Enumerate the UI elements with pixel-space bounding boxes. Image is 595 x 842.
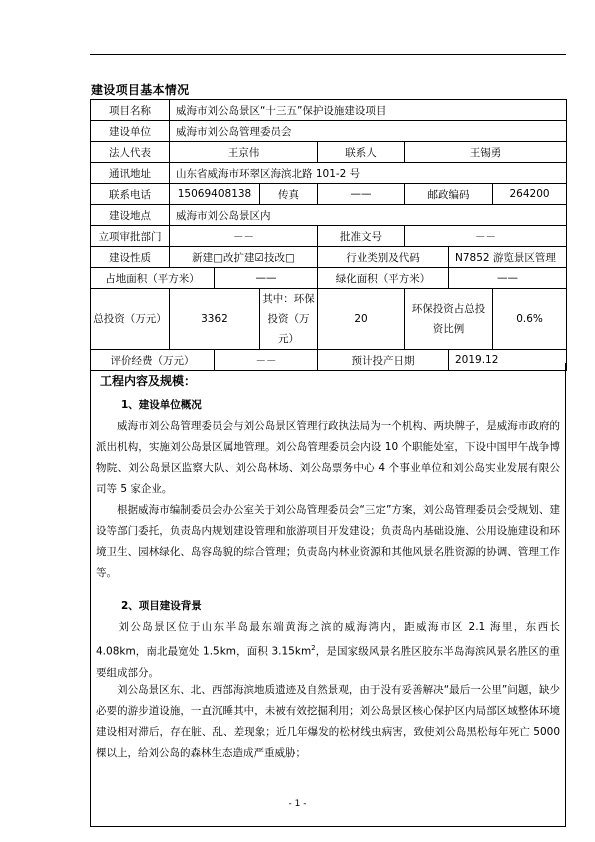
project-name-value: 威海市刘公岛景区“十三五”保护设施建设项目 — [170, 100, 567, 121]
project-info-table — [90, 99, 567, 371]
approval-dept-value: －－ — [170, 226, 318, 247]
nature-value: 新建□改扩建☑技改□ — [170, 247, 318, 268]
contact-value: 王锡勇 — [405, 142, 567, 163]
paragraph-3 — [96, 617, 560, 684]
section-title: 建设项目基本情况 — [91, 83, 190, 97]
env-invest-label: 其中：环保投资（万元） — [260, 289, 318, 350]
address-value: 山东省威海市环翠区海滨北路 101-2 号 — [170, 163, 567, 184]
area-value: —— — [215, 268, 318, 289]
paragraph-1 — [96, 416, 560, 500]
unit-value: 威海市刘公岛管理委员会 — [170, 121, 567, 142]
paragraph-1-text: 威海市刘公岛管理委员会与刘公岛景区管理行政执法局为一个机构、两块牌子，是威海市政府的派出机构，实施刘公岛景区属地管理。刘公岛管理委员会内设 10 个职能处室，下设中国甲午战争博物院、刘公岛景区监察大队、刘公岛林场、刘公岛票务中心 4 个事业单位和刘公岛实业发展有限公司等 5 家企业。 — [96, 420, 560, 495]
postcode-value: 264200 — [493, 184, 567, 205]
ratio-label: 环保投资占总投资比例 — [405, 289, 493, 350]
phone-label: 联系电话 — [91, 184, 170, 205]
approval-dept-label: 立项审批部门 — [91, 226, 170, 247]
date-label: 预计投产日期 — [318, 350, 449, 371]
legal-rep-label: 法人代表 — [91, 142, 170, 163]
invest-label: 总投资（万元） — [91, 289, 170, 350]
phone-value: 15069408138 — [170, 184, 260, 205]
paragraph-2 — [96, 500, 560, 584]
site-label: 建设地点 — [91, 205, 170, 226]
legal-rep-value: 王京伟 — [170, 142, 318, 163]
paragraph-2-text: 根据威海市编制委员会办公室关于刘公岛管理委员会“三定”方案，刘公岛管理委员会受规划、建设等部门委托，负责岛内规划建设管理和旅游项目开发建设；负责岛内基础设施、公用设施建设和环境卫生、园林绿化、岛容岛貌的综合管理；负责岛内林业资源和其他风景名胜资源的协调、管理工作等。 — [96, 504, 560, 579]
header-rule — [90, 54, 566, 55]
address-label: 通讯地址 — [91, 163, 170, 184]
industry-label: 行业类别及代码 — [318, 247, 449, 268]
paragraph-4-text: 刘公岛景区东、北、西部海滨地质遗迹及自然景观，由于没有妥善解决“最后一公里”问题，缺少必要的游步道设施，一直沉睡其中，未被有效挖掘利用；刘公岛景区核心保护区内局部区域整体环境建设相对滞后，存在脏、乱、差现象；近几年爆发的松材线虫病害，致使刘公岛黑松每年死亡 5000 棵以上，给刘公岛的森林生态造成严重威胁； — [96, 684, 560, 759]
approval-no-label: 批准文号 — [318, 226, 405, 247]
fee-value: －－ — [215, 350, 318, 371]
project-name-label: 项目名称 — [91, 100, 170, 121]
ratio-value: 0.6% — [493, 289, 567, 350]
paragraph-4 — [96, 680, 560, 764]
paragraph-3-text-a: 刘公岛景区位于山东半岛最东端黄海之滨的威海湾内，距威海市区 2.1 海里，东西长 4.08km，南北最宽处 1.5km，面积 3.15km — [96, 621, 560, 658]
subsection-1-title: 1、建设单位概况 — [121, 399, 202, 411]
date-value: 2019.12 — [449, 350, 567, 371]
fax-value: —— — [318, 184, 405, 205]
contact-label: 联系人 — [318, 142, 405, 163]
unit-label: 建设单位 — [91, 121, 170, 142]
approval-no-value: －－ — [405, 226, 567, 247]
industry-value: N7852 游览景区管理 — [449, 247, 567, 268]
invest-value: 3362 — [170, 289, 260, 350]
area-label: 占地面积（平方米） — [91, 268, 215, 289]
env-invest-value: 20 — [318, 289, 405, 350]
content-title: 工程内容及规模： — [100, 374, 197, 388]
postcode-label: 邮政编码 — [405, 184, 493, 205]
green-value: —— — [449, 268, 567, 289]
paragraph-3-text-b: ，是国家级风景名胜区胶东半岛海滨风景名胜区的重要组成部分。 — [96, 645, 560, 679]
subsection-2-title: 2、项目建设背景 — [121, 600, 202, 612]
fax-label: 传真 — [260, 184, 318, 205]
green-label: 绿化面积（平方米） — [318, 268, 449, 289]
nature-label: 建设性质 — [91, 247, 170, 268]
fee-label: 评价经费（万元） — [91, 350, 215, 371]
area-superscript: 2 — [311, 644, 316, 652]
page-number: - 1 - — [288, 799, 307, 809]
site-value: 威海市刘公岛景区内 — [170, 205, 567, 226]
